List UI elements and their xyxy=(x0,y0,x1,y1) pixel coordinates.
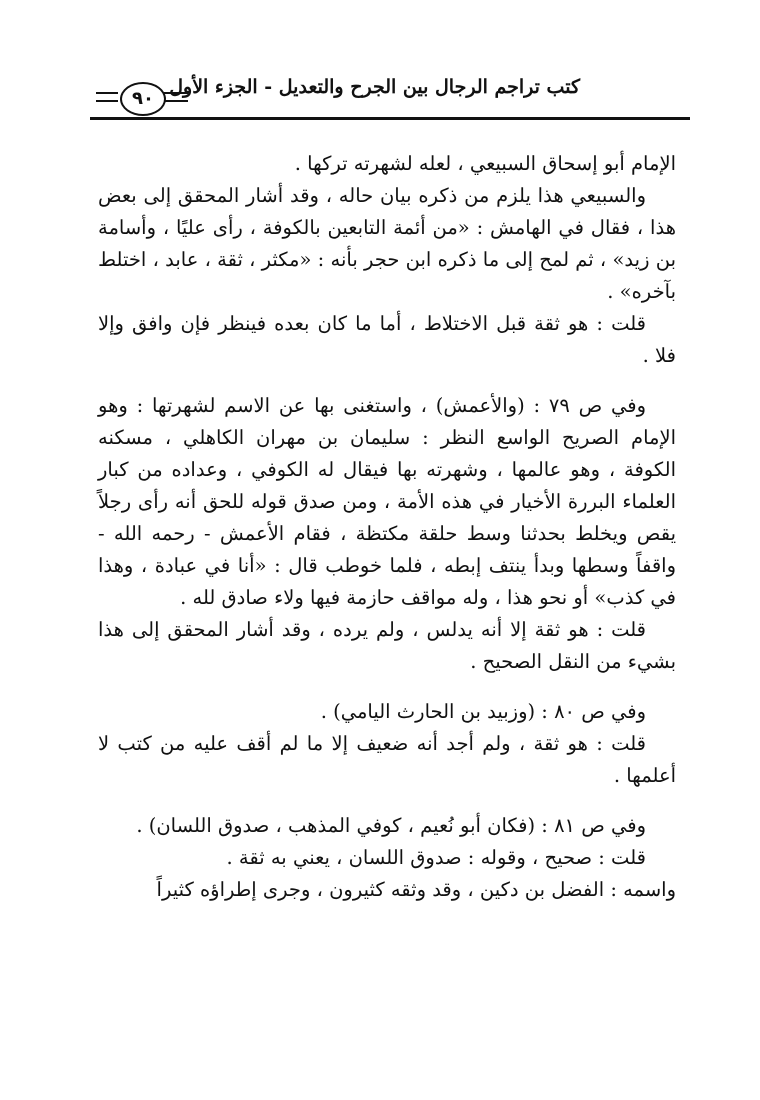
paragraph: والسبيعي هذا يلزم من ذكره بيان حاله ، وقد أشار المحقق إلى بعض هذا ، فقال في الهامش : «من أئمة التابعين بالكوفة ، رأى عليًا ، وأسامة بن زيد» ، ثم لمح إلى ما ذكره ابن حجر بأنه : «مكثر ، ثقة ، عابد ، اختلط بآخره» . xyxy=(98,184,676,303)
paragraph-gap xyxy=(98,678,676,696)
ornament-line xyxy=(164,100,188,102)
paragraph: قلت : صحيح ، وقوله : صدوق اللسان ، يعني به ثقة . xyxy=(226,846,646,869)
ornament-line xyxy=(96,100,118,102)
header-rule xyxy=(90,117,690,120)
paragraph: وفي ص ٨١ : (فكان أبو نُعيم ، كوفي المذهب ، صدوق اللسان) . xyxy=(136,814,646,837)
paragraph: قلت : هو ثقة قبل الاختلاط ، أما ما كان بعده فينظر فإن وافق وإلا فلا . xyxy=(98,312,676,367)
page-number: ٩٠ xyxy=(120,82,166,116)
paragraph-gap xyxy=(98,792,676,810)
paragraph: وفي ص ٧٩ : (والأعمش) ، واستغنى بها عن الاسم لشهرتها : وهو الإمام الصريح الواسع النظر : سليمان بن مهران الكاهلي ، مسكنه الكوفة ، وهو عالمها ، وشهرته بها فيقال له الكوفي ، وعداده من كبار العلماء البررة الأخيار في هذه الأمة ، ومن صدق قوله للحق أنه رأى رجلاً يقص ويخلط بحدثنا وسط حلقة مكتظة ، فقام الأعمش - رحمه الله - واقفاً وسطها وبدأ ينتف إبطه ، فلما خوطب قال : «أنا في عبادة ، وهذا في كذب» أو نحو هذا ، وله مواقف حازمة فيها ولاء صادق لله . xyxy=(98,394,676,609)
paragraph: قلت : هو ثقة ، ولم أجد أنه ضعيف إلا ما لم أقف عليه من كتب لا أعلمها . xyxy=(98,732,676,787)
running-header xyxy=(90,74,690,124)
paragraph: واسمه : الفضل بن دكين ، وقد وثقه كثيرون ، وجرى إطراؤه كثيراً xyxy=(156,878,676,901)
book-title: كتب تراجم الرجال بين الجرح والتعديل - الجزء الأول xyxy=(169,76,580,98)
ornament-line xyxy=(96,92,118,94)
page-body xyxy=(98,148,676,906)
paragraph: وفي ص ٨٠ : (وزبيد بن الحارث اليامي) . xyxy=(320,700,646,723)
paragraph: قلت : هو ثقة إلا أنه يدلس ، ولم يرده ، وقد أشار المحقق إلى هذا بشيء من النقل الصحيح . xyxy=(98,618,676,673)
paragraph: الإمام أبو إسحاق السبيعي ، لعله لشهرته تركها . xyxy=(294,152,676,175)
paragraph-gap xyxy=(98,372,676,390)
